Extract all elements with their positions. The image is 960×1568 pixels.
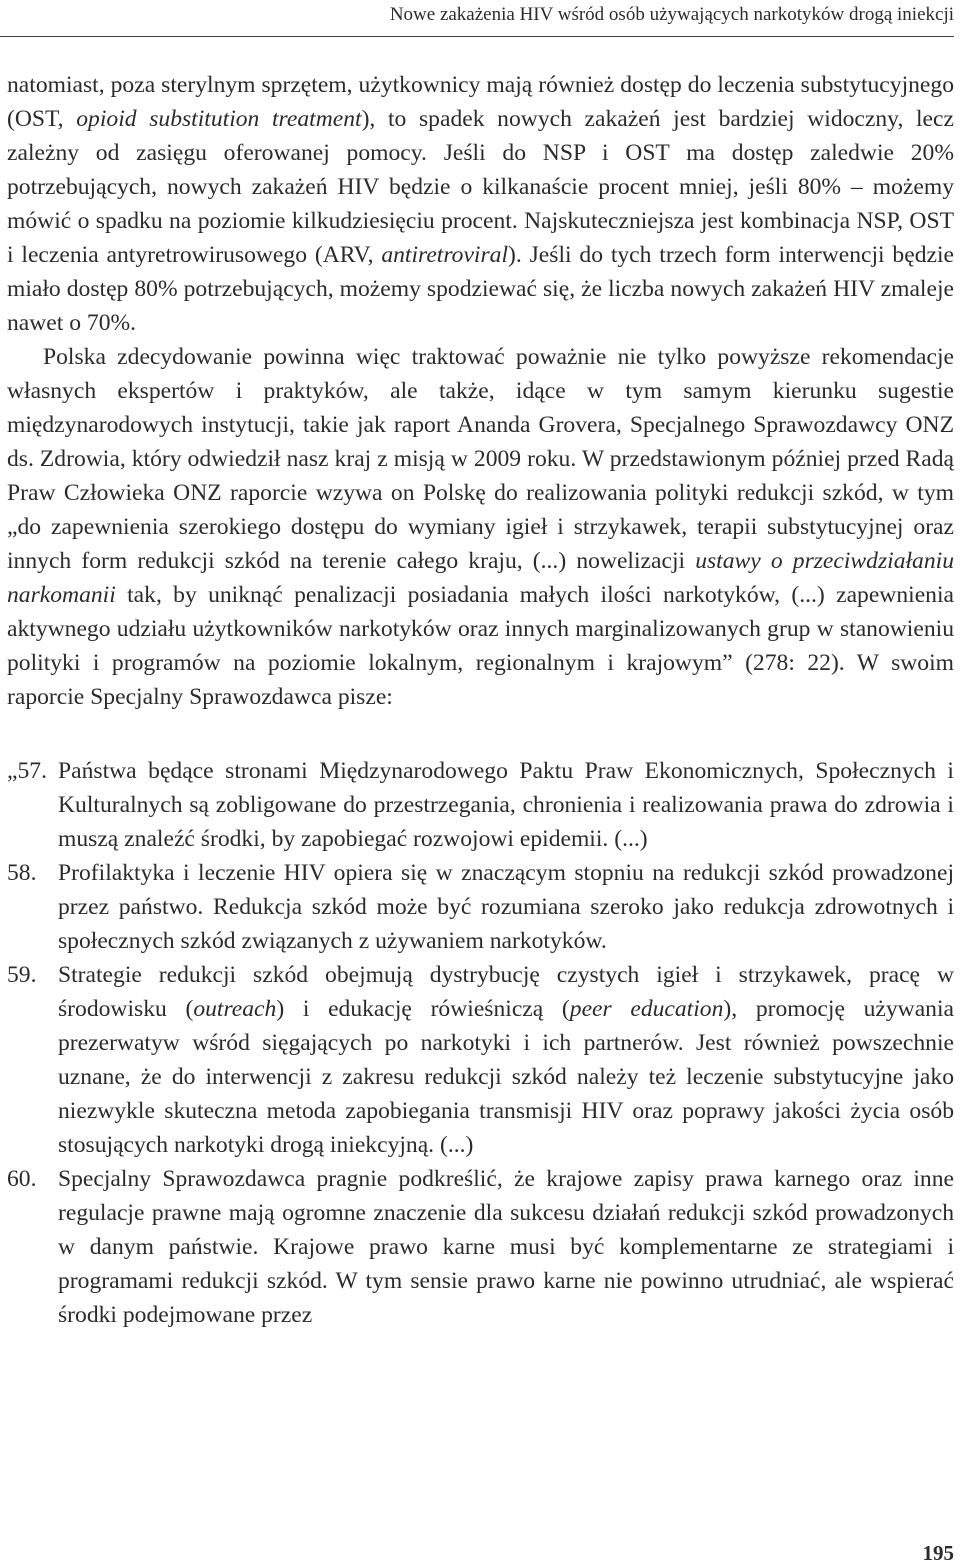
quote-item-number: 60.	[7, 1166, 37, 1192]
quote-text-italic: outreach	[193, 996, 277, 1022]
body-text: tak, by uniknąć penalizacji posiadania małych ilości narkotyków, (...) zapewnienia aktywnego udziału użytkowników narkotyków oraz innych marginalizowanych grup w stanowieniu polityki i programów na poziomie lokalnym, regionalnym i krajowym” (278: 22). W swoim raporcie Specjalny Sprawozdawca pisze:	[7, 582, 954, 710]
body-paragraph-1	[7, 68, 954, 340]
quoted-report-list	[7, 754, 954, 1332]
quote-item-text	[58, 1162, 954, 1332]
body-text: natomiast, poza sterylnym sprzętem, użytkownicy mają również dostęp do leczenia substytucyjnego (OST,	[7, 72, 954, 132]
body-text-italic: opioid substitution treatment	[76, 106, 362, 132]
running-title: Nowe zakażenia HIV wśród osób używających narkotyków drogą iniekcji	[389, 4, 954, 25]
quote-text: ), promocję używania prezerwatyw wśród sięgających po narkotyki i ich partnerów. Jest również powszechnie uznane, że do interwencji z zakresu redukcji szkód należy też leczenie substytucyjne jako niezwykle skuteczna metoda zapobiegania transmisji HIV oraz poprawy jakości życia osób stosujących narkotyki drogą iniekcyjną. (...)	[58, 996, 954, 1158]
body-text-italic: ustawy o przeciwdziałaniu narkomanii	[7, 548, 954, 608]
quote-item-number: 59.	[7, 962, 37, 988]
quote-item-text	[58, 754, 954, 856]
body-text: ), to spadek nowych zakażeń jest bardziej widoczny, lecz zależny od zasięgu oferowanej pomocy. Jeśli do NSP i OST ma dostęp zaledwie 20% potrzebujących, nowych zakażeń HIV będzie o kilkanaście procent mniej, jeśli 80% – możemy mówić o spadku na poziomie kilkudziesięciu procent. Najskuteczniejsza jest kombinacja NSP, OST i leczenia antyretrowirusowego (ARV,	[7, 106, 954, 268]
body-text: ). Jeśli do tych trzech form interwencji będzie miało dostęp 80% potrzebujących, możemy spodziewać się, że liczba nowych zakażeń HIV zmaleje nawet o 70%.	[7, 242, 954, 336]
body-text: Polska zdecydowanie powinna więc traktować poważnie nie tylko powyższe rekomendacje własnych ekspertów i praktyków, ale także, idące w tym samym kierunku sugestie międzynarodowych instytucji, takie jak raport Ananda Grovera, Specjalnego Sprawozdawcy ONZ ds. Zdrowia, który odwiedził nasz kraj z misją w 2009 roku. W przedstawionym później przed Radą Praw Człowieka ONZ raporcie wzywa on Polskę do realizowania polityki redukcji szkód, w tym „do zapewnienia szerokiego dostępu do wymiany igieł i strzykawek, terapii substytucyjnej oraz innych form redukcji szkód na terenie całego kraju, (...) nowelizacji	[7, 344, 954, 574]
body-text-italic: antiretroviral	[381, 242, 509, 268]
quote-item-57	[7, 754, 954, 856]
quote-text-italic: peer education	[569, 996, 724, 1022]
main-text	[7, 68, 954, 1332]
quote-text: Profilaktyka i leczenie HIV opiera się w znaczącym stopniu na redukcji szkód prowadzonej przez państwo. Redukcja szkód może być rozumiana szeroko jako redukcja zdrowotnych i społecznych szkód związanych z używaniem narkotyków.	[58, 860, 954, 954]
quote-text: ) i edukację rówieśniczą (	[276, 996, 570, 1022]
quote-item-58	[7, 856, 954, 958]
quote-text: Specjalny Sprawozdawca pragnie podkreślić, że krajowe zapisy prawa karnego oraz inne regulacje prawne mają ogromne znaczenie dla sukcesu działań redukcji szkód prowadzonych w danym państwie. Krajowe prawo karne musi być komplementarne ze strategiami i programami redukcji szkód. W tym sensie prawo karne nie powinno utrudniać, ale wspierać środki podejmowane przez	[58, 1166, 954, 1328]
quote-item-text	[58, 856, 954, 958]
quote-item-number: 58.	[7, 860, 37, 886]
quote-text: Państwa będące stronami Międzynarodowego Paktu Praw Ekonomicznych, Społecznych i Kulturalnych są zobligowane do przestrzegania, chronienia i realizowania prawa do zdrowia i muszą znaleźć środki, by zapobiegać rozwojowi epidemii. (...)	[58, 758, 954, 852]
quote-item-number: „57.	[7, 758, 47, 784]
page-number: 195	[922, 1541, 954, 1565]
body-paragraph-2	[7, 340, 954, 714]
running-header	[0, 0, 954, 37]
quote-item-60	[7, 1162, 954, 1332]
quote-item-59	[7, 958, 954, 1162]
quote-item-text	[58, 958, 954, 1162]
quote-text: Strategie redukcji szkód obejmują dystrybucję czystych igieł i strzykawek, pracę w środowisku (	[58, 962, 954, 1022]
